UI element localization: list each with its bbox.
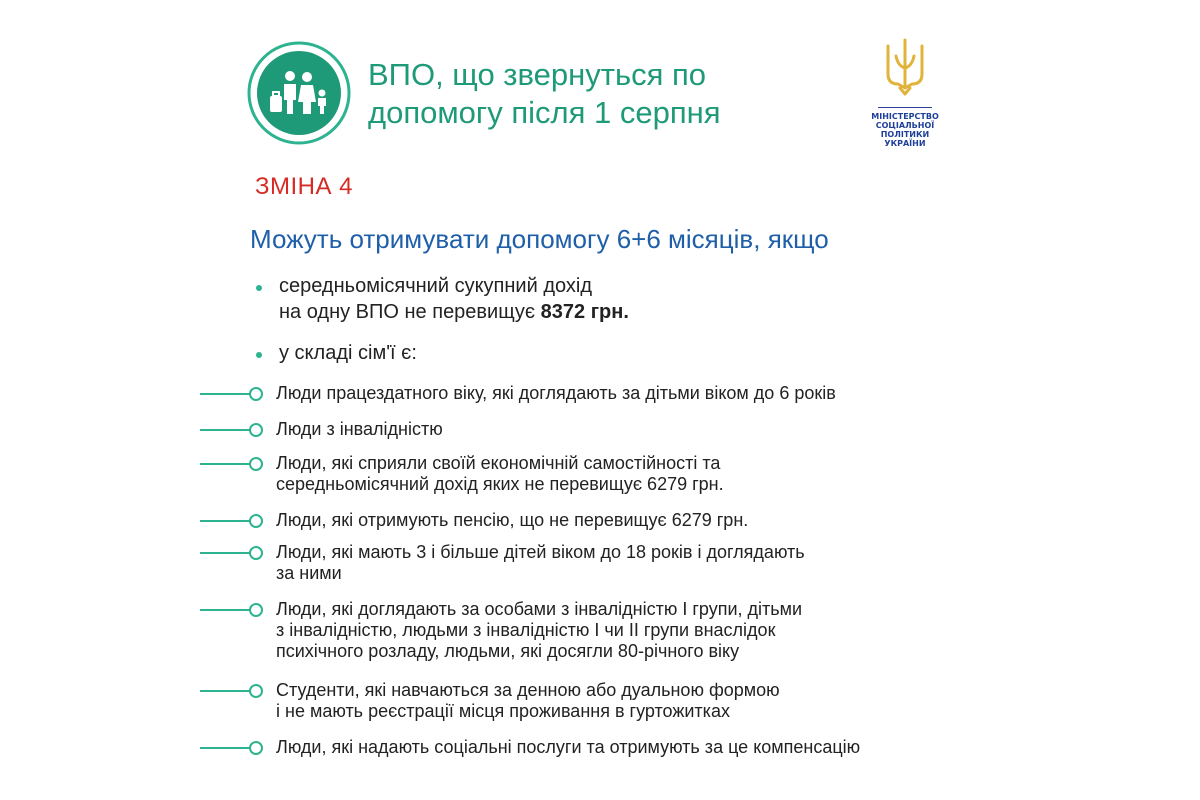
circle-marker	[249, 684, 263, 698]
page-title	[368, 56, 828, 132]
list-item-line: Люди працездатного віку, які доглядають за дітьми віком до 6 років	[276, 383, 836, 403]
connector-line	[200, 690, 252, 692]
list-item-line: Люди, які мають 3 і більше дітей віком до 18 років і доглядають	[276, 542, 805, 562]
list-item-line: Люди з інвалідністю	[276, 419, 443, 439]
bullet-dot	[256, 285, 262, 291]
connector-line	[200, 429, 252, 431]
list-item-line: Студенти, які навчаються за денною або дуальною формою	[276, 680, 780, 700]
income-limit: 8372 грн.	[540, 301, 629, 323]
title-line-1: ВПО, що звернуться по	[368, 57, 707, 92]
connector-line	[200, 747, 252, 749]
title-line-2: допомогу після 1 серпня	[368, 95, 721, 130]
list-item-text	[276, 453, 724, 495]
circle-marker	[249, 514, 263, 528]
list-item-line: Люди, які надають соціальні послуги та отримують за це компенсацію	[276, 737, 861, 757]
ministry-line-2: СОЦІАЛЬНОЇ ПОЛІТИКИ	[875, 121, 935, 139]
connector-line	[200, 463, 252, 465]
list-item-text	[276, 680, 780, 722]
connector-line	[200, 520, 252, 522]
list-item-text	[276, 383, 836, 404]
bullet-income-prefix: на одну ВПО не перевищує	[279, 301, 541, 323]
bullet-income-line-2	[279, 299, 629, 325]
bullet-income	[279, 273, 629, 325]
subtitle: Можуть отримувати допомогу 6+6 місяців, якщо	[250, 224, 829, 254]
list-item-text	[276, 510, 748, 531]
list-item-line: Люди, які отримують пенсію, що не перевищує 6279 грн.	[276, 510, 749, 530]
list-item-text	[276, 599, 802, 662]
connector-line	[200, 609, 252, 611]
list-item-line: Люди, які доглядають за особами з інвалідністю I групи, дітьми	[276, 599, 803, 619]
circle-marker	[249, 546, 263, 560]
list-item-line: і не мають реєстрації місця проживання в гуртожитках	[276, 701, 730, 721]
ministry-divider	[878, 107, 932, 108]
ministry-line-3: УКРАЇНИ	[884, 139, 926, 148]
bullet-income-line-1: середньомісячний сукупний дохід	[279, 275, 593, 297]
bullet-dot	[256, 352, 262, 358]
list-item-line: середньомісячний дохід яких не перевищує 6279 грн.	[276, 474, 724, 494]
circle-marker	[249, 387, 263, 401]
family-logo	[244, 38, 354, 148]
family-icon	[244, 38, 354, 148]
circle-marker	[249, 423, 263, 437]
list-item-line: за ними	[276, 563, 342, 583]
list-item-text	[276, 542, 805, 584]
circle-marker	[249, 741, 263, 755]
ministry-logo	[855, 38, 955, 153]
connector-line	[200, 393, 252, 395]
circle-marker	[249, 603, 263, 617]
ministry-name	[855, 112, 955, 148]
list-item-line: з інвалідністю, людьми з інвалідністю I чи II групи внаслідок	[276, 620, 776, 640]
change-label: ЗМІНА 4	[255, 173, 354, 200]
bullet-family: у складі сім'ї є:	[279, 342, 417, 364]
list-item-text	[276, 419, 443, 440]
ministry-line-1: МІНІСТЕРСТВО	[871, 112, 939, 121]
circle-marker	[249, 457, 263, 471]
list-item-line: Люди, які сприяли своїй економічній самостійності та	[276, 453, 721, 473]
connector-line	[200, 552, 252, 554]
list-item-line: психічного розладу, людьми, які досягли 80-річного віку	[276, 641, 740, 661]
list-item-text	[276, 737, 860, 758]
trident-icon	[882, 38, 928, 96]
